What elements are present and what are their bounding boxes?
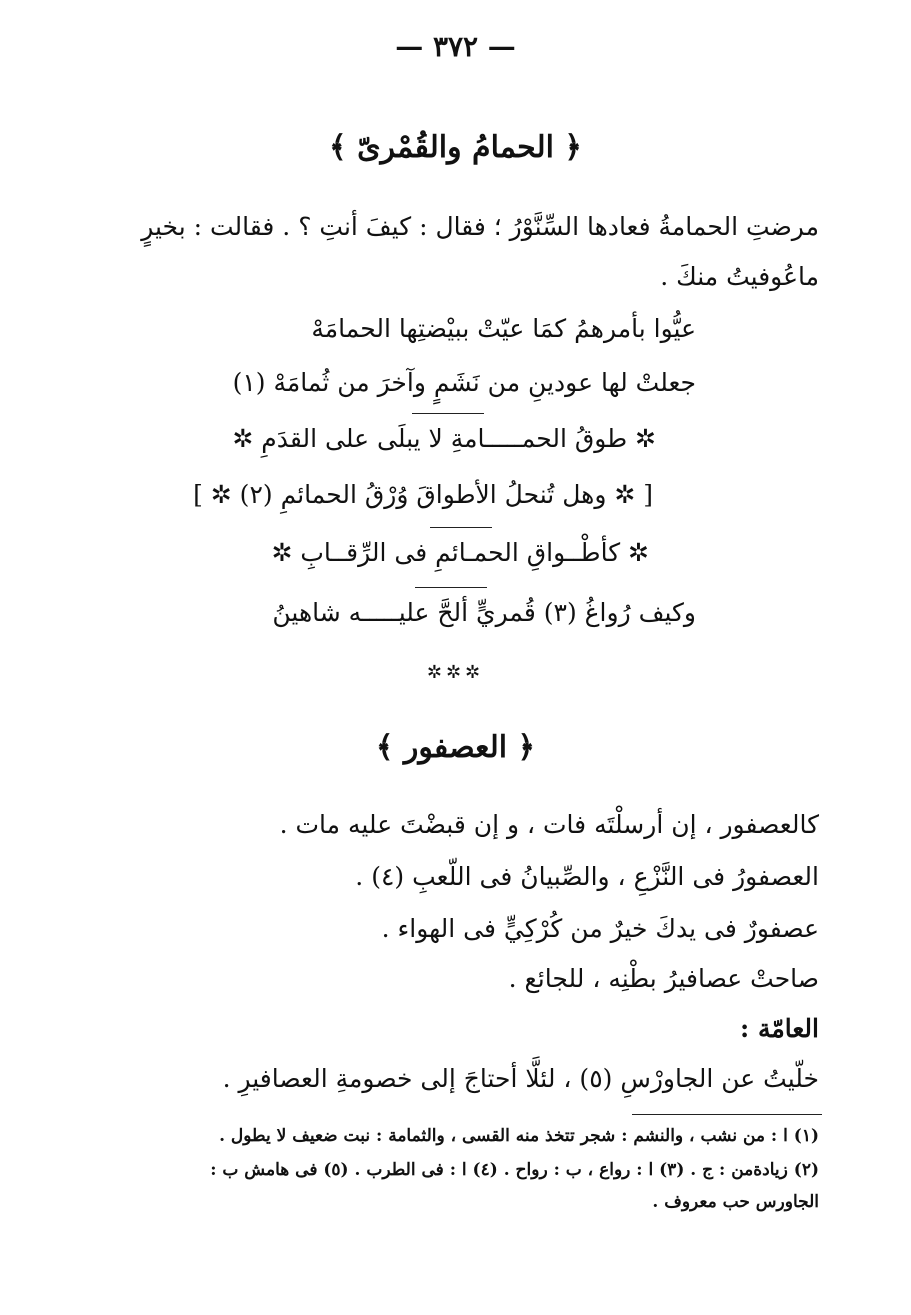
verse-line-6: وكيف رُواغُ (٣) قُمريٍّ ألحَّ عليـــــه شاهينُ <box>272 598 696 627</box>
footnote-rule <box>632 1114 822 1115</box>
verse-line-2: جعلتْ لها عودينِ من نَشَمٍ وآخرَ من ثُمامَهْ (١) <box>232 368 696 397</box>
verse-line-1: عيُّوا بأمرهمُ كمَا عيّتْ ببيْضتِها الحمامَهْ <box>311 314 696 343</box>
rule-mark <box>412 413 484 414</box>
section-title-pigeon: ﴿ الحمامُ والقُمْرىّ ﴾ <box>329 130 582 165</box>
verse-line-3: ✲ طوقُ الحمـــــامةِ لا يبلَى على القدَمِ ✲ <box>232 424 656 453</box>
footnote-line-3: الجاورس حب معروف . <box>652 1192 819 1212</box>
verse-line-4: [ ✲ وهل تُنحلُ الأطواقَ وُرْقُ الحمائمِ (٢) ✲ ] <box>193 480 653 509</box>
prose-line-1: مرضتِ الحمامةُ فعادها السِّنَّوْرُ ؛ فقال : كيفَ أنتِ ؟ . فقالت : بخيرٍ <box>141 212 819 241</box>
common-saying-line: خلّيتُ عن الجاورْسِ (٥) ، لئلَّا أحتاجَ إلى خصومةِ العصافيرِ . <box>222 1064 819 1093</box>
proverb-line-3: عصفورٌ فى يدكَ خيرٌ من كُرْكِيٍّ فى الهواء . <box>381 914 819 943</box>
footnote-line-2: (٢) زيادةمن : ج . (٣) ا : رواع ، ب : رواح . (٤) ا : فى الطرب . (٥) فى هامش ب : <box>210 1160 819 1180</box>
proverb-line-2: العصفورُ فى النَّزْعِ ، والصِّبيانُ فى اللّعبِ (٤) . <box>355 862 819 891</box>
proverb-line-4: صاحتْ عصافيرُ بطْنِه ، للجائع . <box>508 964 819 993</box>
section-separator-stars: ✲✲✲ <box>426 662 485 683</box>
section-title-sparrow: ﴿ العصفور ﴾ <box>375 730 536 765</box>
verse-line-5: ✲ كأطْــواقِ الحمـائمِ فى الرِّقــابِ ✲ <box>271 538 649 567</box>
common-sayings-heading: العامّة : <box>740 1014 819 1043</box>
footnote-line-1: (١) ا : من نشب ، والنشم : شجر تتخذ منه القسى ، والثمامة : نبت ضعيف لا يطول . <box>219 1126 819 1146</box>
rule-mark <box>415 587 487 588</box>
prose-line-2: ماعُوفيتُ منكَ . <box>660 262 819 291</box>
page-number: — ٣٧٢ — <box>395 30 516 63</box>
rule-mark <box>430 527 492 528</box>
proverb-line-1: كالعصفور ، إن أرسلْتَه فات ، و إن قبضْتَ عليه مات . <box>279 810 819 839</box>
